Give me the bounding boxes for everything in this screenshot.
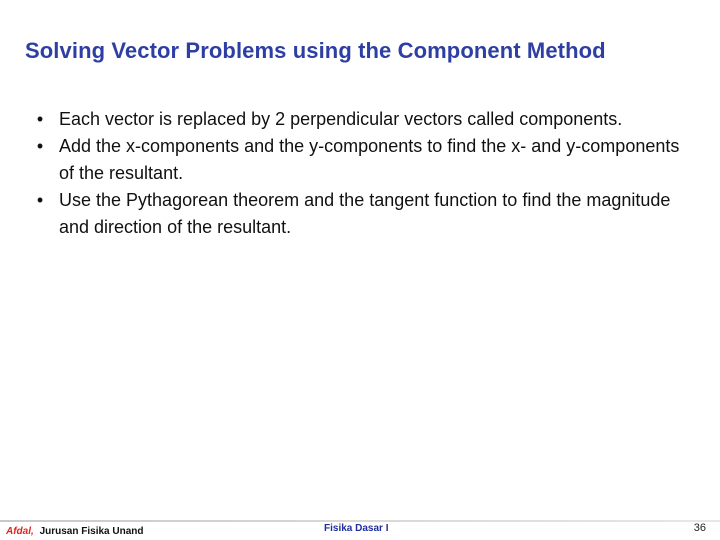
bullet-icon: •	[36, 109, 44, 129]
bullet-text: Each vector is replaced by 2 perpendicular vectors called components.	[59, 109, 623, 129]
bullet-text: Use the Pythagorean theorem and the tangent function to find the magnitude and direction of the resultant.	[59, 190, 671, 237]
footer-department: Jurusan Fisika Unand	[39, 526, 144, 537]
footer-credit	[6, 526, 143, 537]
bullet-list	[33, 106, 683, 241]
bullet-icon: •	[36, 190, 44, 210]
footer-course: Fisika Dasar I	[324, 523, 389, 534]
bullet-icon: •	[36, 136, 44, 156]
footer-author: Afdal,	[6, 526, 34, 537]
bullet-text: Add the x-components and the y-components to find the x- and y-components of the resultant.	[59, 136, 680, 183]
page-number: 36	[693, 522, 706, 534]
bullet-item	[33, 133, 683, 187]
bullet-item	[33, 106, 683, 133]
slide-title: Solving Vector Problems using the Component Method	[25, 38, 606, 63]
bullet-item	[33, 187, 683, 241]
footer-divider	[0, 520, 720, 522]
